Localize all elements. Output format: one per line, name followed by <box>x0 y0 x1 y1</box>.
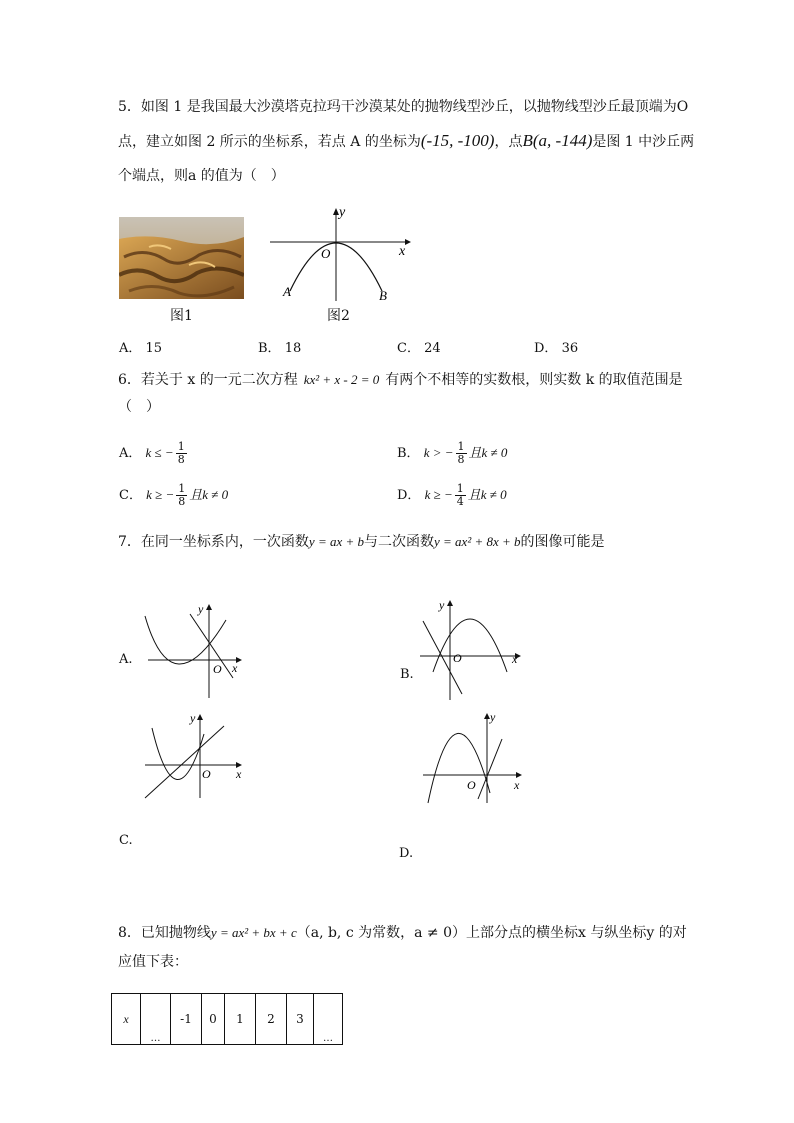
table-cell: 3 <box>287 994 314 1045</box>
q6-line-1a: 6．若关于 x 的一元二次方程 <box>118 372 298 388</box>
q6-line-1b: 有两个不相等的实数根，则实数 k 的取值范围是 <box>385 372 683 388</box>
svg-text:O: O <box>453 651 462 665</box>
table-cell: 1 <box>225 994 256 1045</box>
q7-graph-b[interactable] <box>415 596 530 704</box>
svg-text:O: O <box>467 778 476 792</box>
svg-text:y: y <box>190 711 196 725</box>
q5-line-2b: ，点 <box>494 134 523 150</box>
svg-text:y: y <box>439 598 445 612</box>
q7-line-1b: 与二次函数 <box>364 534 435 550</box>
q5-line-2c: 是图 1 中沙丘两 <box>592 134 695 150</box>
q7-option-b-label[interactable]: B. <box>400 667 414 682</box>
q8-function: y = ax² + bx + c <box>210 925 297 940</box>
table-cell: x <box>112 994 141 1045</box>
q8-line-2: 应值下表： <box>118 954 188 970</box>
table-cell: 0 <box>202 994 225 1045</box>
q6-line-1 <box>118 369 683 389</box>
q8-line-1b: （a, b, c 为常数，a ≠ 0）上部分点的横坐标x 与纵坐标y 的对 <box>296 925 687 941</box>
q5-point-b: B(a, -144) <box>522 131 593 150</box>
fig2-parabola-graph <box>265 203 415 303</box>
svg-text:O: O <box>213 662 222 676</box>
q7-line-1 <box>118 531 605 551</box>
q7-graph-a[interactable] <box>140 600 250 700</box>
q7-quadratic-function: y = ax² + 8x + b <box>434 534 521 549</box>
table-cell: 2 <box>256 994 287 1045</box>
q5-option-d[interactable]: D． 36 <box>534 341 579 356</box>
x-axis-arrow-icon <box>405 239 411 245</box>
q8-line-1 <box>118 922 687 942</box>
q8-line-1a: 8．已知抛物线 <box>118 925 211 941</box>
fig2-caption: 图2 <box>327 308 350 324</box>
q6-line-2: （ ） <box>118 399 160 415</box>
q5-line-2 <box>118 131 694 151</box>
q7-graph-c[interactable] <box>140 708 250 800</box>
table-cell: … <box>314 994 343 1045</box>
q7-line-1a: 7．在同一坐标系内，一次函数 <box>118 534 309 550</box>
q5-point-a: (-15, -100) <box>420 131 495 150</box>
q7-line-1c: 的图像可能是 <box>520 534 605 550</box>
q5-option-a[interactable]: A． 15 <box>119 341 163 356</box>
svg-text:x: x <box>514 778 520 792</box>
fig1-caption: 图1 <box>170 308 193 324</box>
q7-option-d-label[interactable]: D. <box>399 846 414 861</box>
svg-text:x: x <box>236 767 242 781</box>
fig2-x-label: x <box>399 244 406 259</box>
q7-option-c-label[interactable]: C. <box>119 833 133 848</box>
q6-option-a[interactable]: A． k ≤ − $\frac{1}{8}$ <box>119 440 185 466</box>
fig2-y-label: y <box>339 205 346 220</box>
q7-linear-function: y = ax + b <box>308 534 365 549</box>
fig2-point-a-label: A <box>283 284 291 299</box>
svg-text:y: y <box>490 710 496 724</box>
q7-option-a-label[interactable]: A. <box>119 652 133 667</box>
q6-option-b[interactable]: B． k > − $\frac{1}{8}$ 且k ≠ 0 <box>397 440 508 466</box>
table-row <box>112 994 343 1045</box>
svg-text:O: O <box>202 767 211 781</box>
q6-option-d[interactable]: D． k ≥ − $\frac{1}{4}$ 且k ≠ 0 <box>397 482 507 508</box>
q5-line-2a: 点，建立如图 2 所示的坐标系，若点 A 的坐标为 <box>118 134 421 150</box>
svg-text:x: x <box>512 652 518 666</box>
q6-equation: kx² + x - 2 = 0 <box>303 372 380 387</box>
fig2-origin-label: O <box>321 246 331 261</box>
fig2-point-b-label: B <box>379 288 387 303</box>
q5-option-c[interactable]: C． 24 <box>397 341 441 356</box>
q5-line-1: 5．如图 1 是我国最大沙漠塔克拉玛干沙漠某处的抛物线型沙丘，以抛物线型沙丘最顶端为O <box>118 99 689 115</box>
table-cell: … <box>141 994 171 1045</box>
q6-option-c[interactable]: C． k ≥ − $\frac{1}{8}$ 且k ≠ 0 <box>119 482 229 508</box>
svg-text:y: y <box>198 602 204 616</box>
q5-option-b[interactable]: B． 18 <box>258 341 302 356</box>
desert-dune-photo <box>119 217 244 299</box>
svg-text:x: x <box>232 661 238 675</box>
table-cell: -1 <box>171 994 202 1045</box>
q8-value-table <box>111 993 343 1045</box>
q5-line-3: 个端点，则a 的值为（ ） <box>118 168 285 184</box>
q7-graph-d[interactable] <box>418 709 533 805</box>
